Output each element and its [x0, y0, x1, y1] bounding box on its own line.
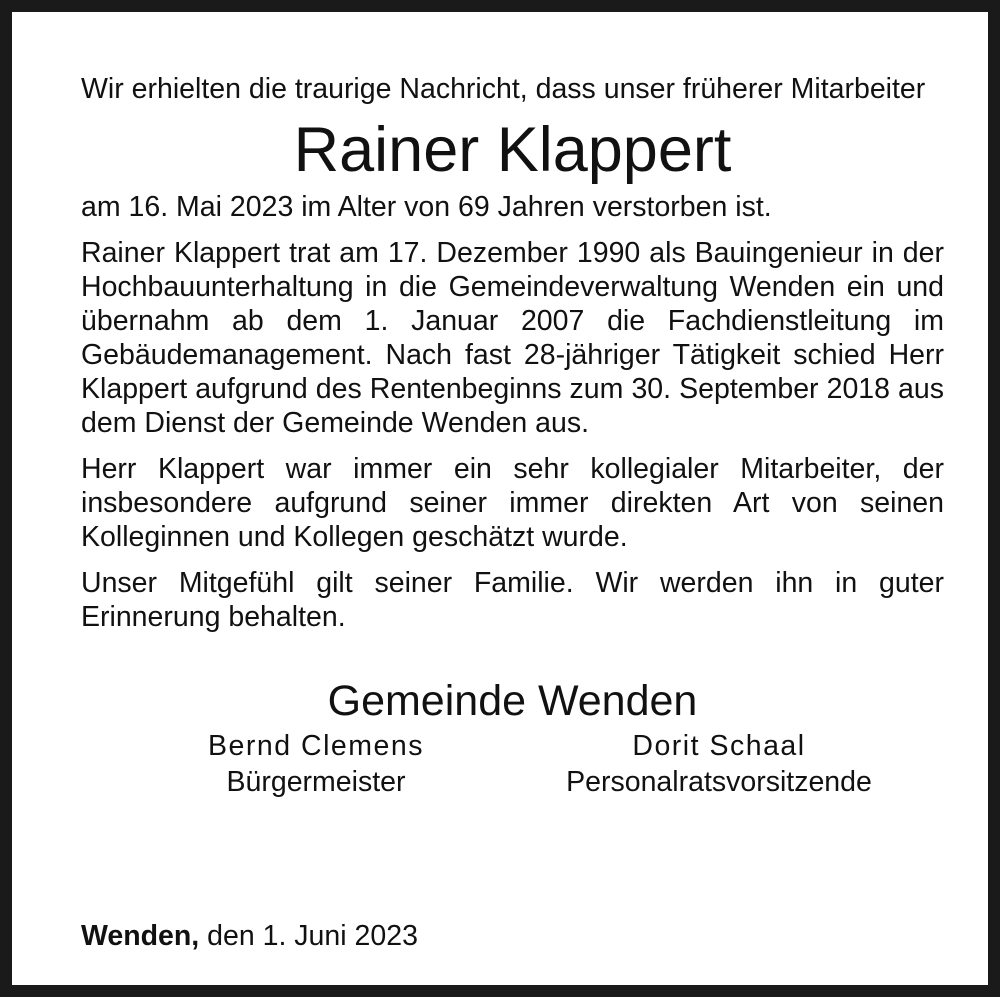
notice-content — [81, 72, 944, 800]
signer-role: Bürgermeister — [226, 766, 406, 798]
condolence-paragraph: Unser Mitgefühl gilt seiner Familie. Wir werden ihn in guter Erinnerung behalten. — [81, 567, 944, 633]
career-paragraph: Rainer Klappert trat am 17. Dezember 1990 als Bauingenieur in der Hochbauunterhaltung in die Gemeindeverwaltung Wenden ein und übernahm ab dem 1. Januar 2007 die Fachdienstleitung im Gebäudemanagement. Nach fast 28-jähriger Tätigkeit schied Herr Klappert aufgrund des Rentenbeginns zum 30. September 2018 aus dem Dienst der Gemeinde Wenden aus. — [81, 237, 944, 439]
appreciation-paragraph: Herr Klappert war immer ein sehr kollegialer Mitarbeiter, der insbesondere aufgrund seiner immer direkten Art von seinen Kolleginnen und Kollegen geschätzt wurde. — [81, 453, 944, 553]
signer-name: Dorit Schaal — [632, 730, 806, 762]
signer-council-chair — [544, 728, 894, 800]
deceased-name: Rainer Klappert — [293, 115, 732, 185]
signer-mayor — [151, 728, 481, 800]
signer-role: Personalratsvorsitzende — [566, 766, 872, 798]
intro-text: Wir erhielten die traurige Nachricht, dass unser früherer Mitarbeiter — [81, 73, 926, 105]
death-line: am 16. Mai 2023 im Alter von 69 Jahren verstorben ist. — [81, 191, 772, 223]
signer-name: Bernd Clemens — [208, 730, 424, 762]
signers — [81, 728, 944, 800]
organization-name: Gemeinde Wenden — [327, 677, 698, 725]
place-name: Wenden, — [81, 920, 200, 952]
notice-date: den 1. Juni 2023 — [207, 920, 418, 952]
place-date-line — [81, 918, 418, 954]
